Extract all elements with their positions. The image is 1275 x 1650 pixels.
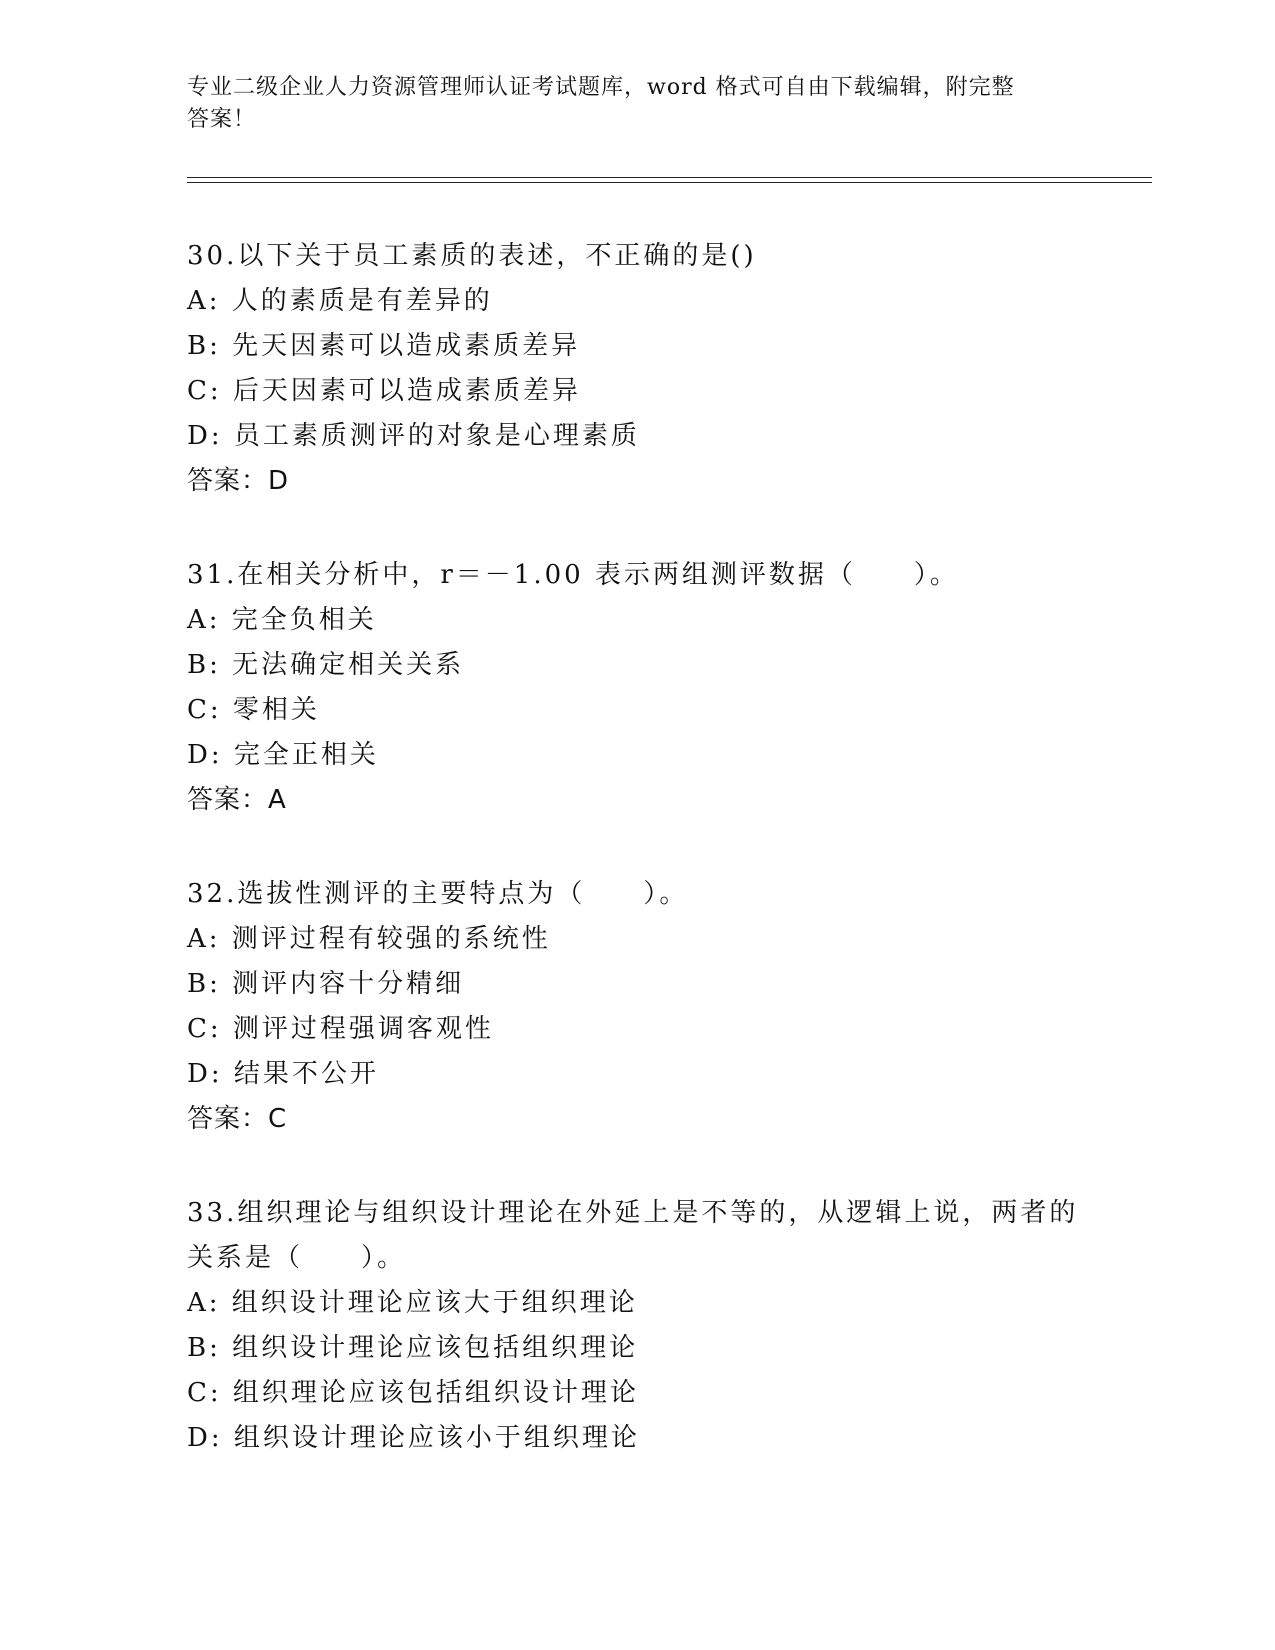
question-stem: 32.选拔性测评的主要特点为（ ）。: [187, 879, 689, 909]
question-30: [187, 234, 1087, 504]
option-a: A: 测评过程有较强的系统性: [187, 924, 551, 954]
question-31: [187, 553, 1087, 823]
option-c: C: 组织理论应该包括组织设计理论: [187, 1378, 639, 1408]
option-a: A: 人的素质是有差异的: [187, 286, 493, 316]
question-stem-line-1: 33.组织理论与组织设计理论在外延上是不等的，从逻辑上说，两者的: [187, 1198, 1079, 1228]
question-stem: 30.以下关于员工素质的表述，不正确的是(): [187, 241, 757, 271]
question-stem: 31.在相关分析中，r＝－1.00 表示两组测评数据（ ）。: [187, 560, 959, 590]
question-33: [187, 1191, 1087, 1461]
answer-label: 答案：C: [187, 1104, 288, 1134]
option-d: D: 员工素质测评的对象是心理素质: [187, 421, 640, 451]
option-c: C: 零相关: [187, 695, 320, 725]
question-32: [187, 872, 1087, 1142]
option-d: D: 完全正相关: [187, 740, 379, 770]
option-b: B: 先天因素可以造成素质差异: [187, 331, 581, 361]
header-divider-bottom: [187, 182, 1152, 183]
option-d: D: 组织设计理论应该小于组织理论: [187, 1423, 640, 1453]
option-b: B: 无法确定相关关系: [187, 650, 465, 680]
option-c: C: 测评过程强调客观性: [187, 1014, 494, 1044]
option-a: A: 组织设计理论应该大于组织理论: [187, 1288, 638, 1318]
header-line-1: 专业二级企业人力资源管理师认证考试题库，word 格式可自由下载编辑，附完整: [187, 75, 1015, 100]
option-c: C: 后天因素可以造成素质差异: [187, 376, 581, 406]
option-b: B: 测评内容十分精细: [187, 969, 465, 999]
header-divider-top: [187, 177, 1152, 178]
answer-label: 答案：A: [187, 785, 287, 815]
header-line-2: 答案！: [187, 107, 257, 132]
answer-label: 答案：D: [187, 466, 290, 496]
option-b: B: 组织设计理论应该包括组织理论: [187, 1333, 639, 1363]
option-a: A: 完全负相关: [187, 605, 377, 635]
question-stem-line-2: 关系是（ ）。: [187, 1243, 407, 1273]
option-d: D: 结果不公开: [187, 1059, 379, 1089]
document-header: [187, 72, 1067, 136]
